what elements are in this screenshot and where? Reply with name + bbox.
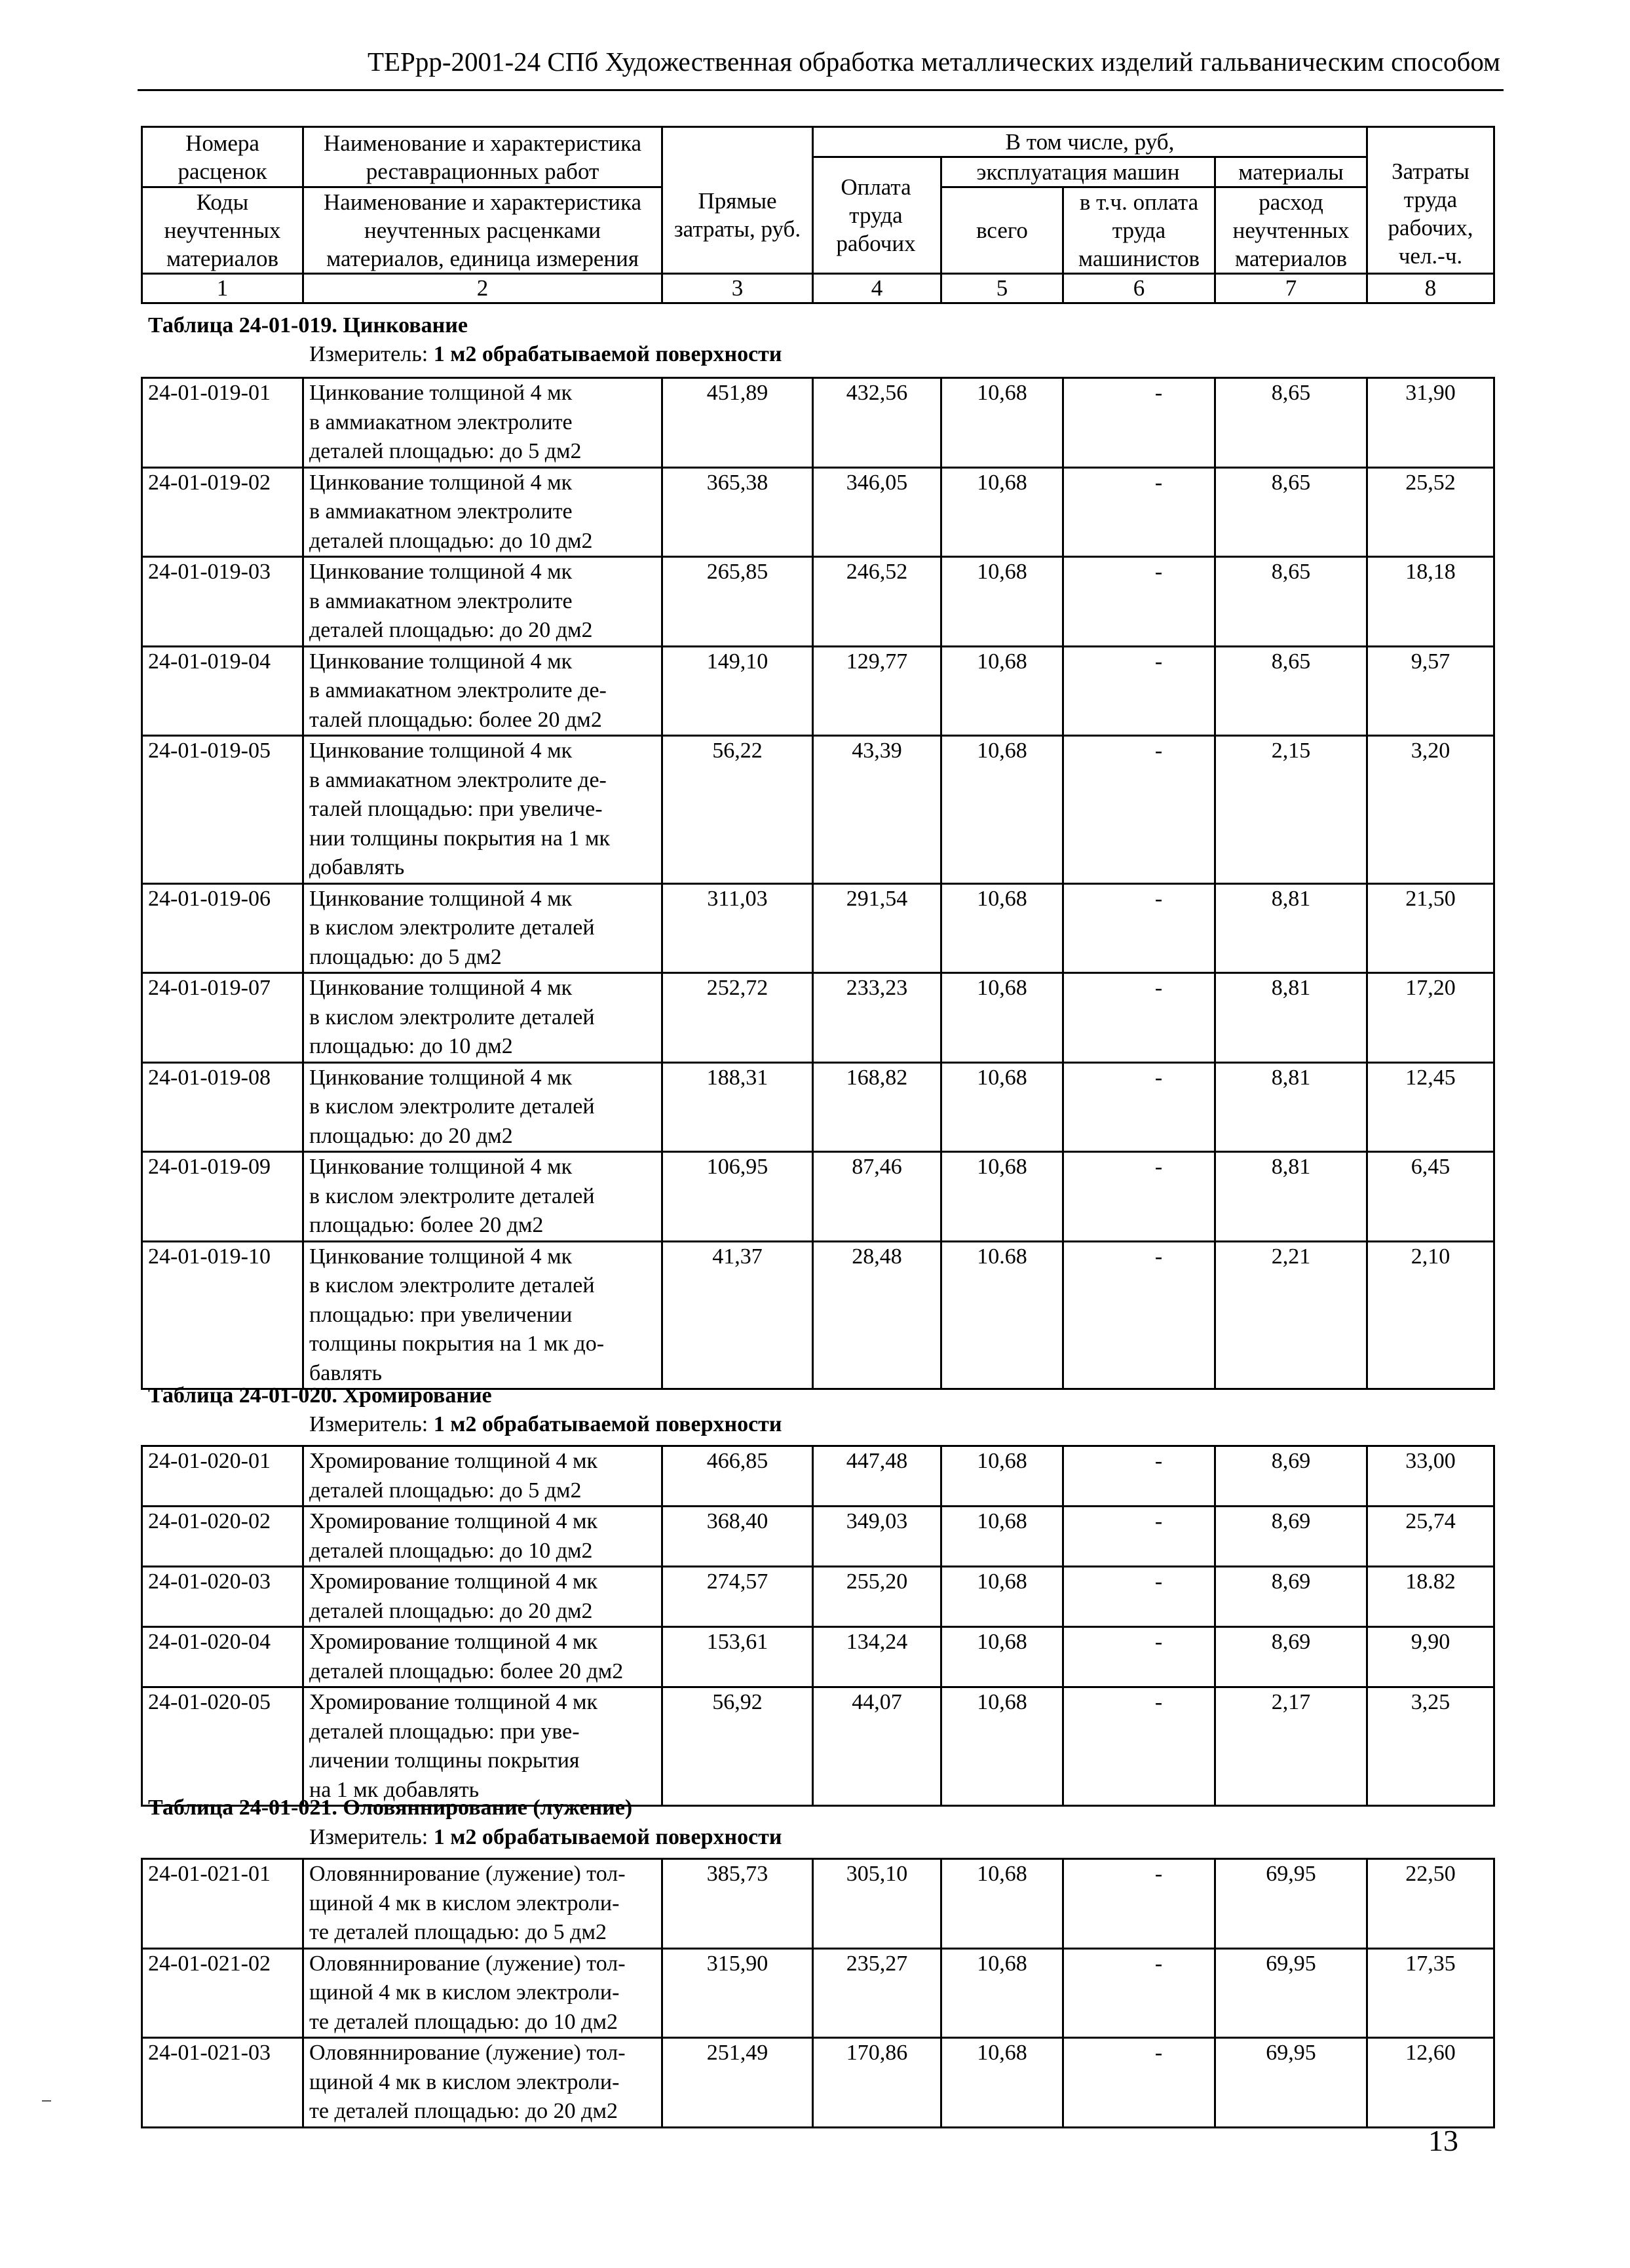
work-description — [303, 1859, 662, 1949]
rate-code: 24-01-019-02 — [142, 467, 303, 557]
rate-code: 24-01-021-03 — [142, 2038, 303, 2128]
labor-hours: 9,57 — [1367, 646, 1494, 736]
direct-costs: 41,37 — [662, 1241, 813, 1389]
meter-unit: 1 м2 обрабатываемой поверхности — [433, 342, 782, 366]
scan-mark — [42, 2100, 51, 2102]
labor-hours: 17,35 — [1367, 1948, 1494, 2038]
materials-cost: 8,65 — [1215, 557, 1367, 647]
description-line: Цинкование толщиной 4 мк — [309, 739, 573, 763]
machinists-pay: - — [1063, 2038, 1215, 2128]
section-title: Таблица 24-01-020. Хромирование — [148, 1383, 492, 1408]
work-description — [303, 1241, 662, 1389]
labor-pay: 447,48 — [813, 1446, 941, 1507]
machinists-pay: - — [1063, 1152, 1215, 1242]
machinists-pay: - — [1063, 1507, 1215, 1567]
materials-cost: 8,81 — [1215, 1152, 1367, 1242]
machines-total: 10,68 — [941, 973, 1063, 1063]
work-description — [303, 1152, 662, 1242]
work-description — [303, 467, 662, 557]
labor-pay: 44,07 — [813, 1687, 941, 1806]
description-line: бавлять — [309, 1360, 382, 1385]
labor-pay: 291,54 — [813, 883, 941, 973]
labor-pay: 134,24 — [813, 1627, 941, 1687]
work-description — [303, 1627, 662, 1687]
description-line: Цинкование толщиной 4 мк — [309, 381, 573, 405]
machines-total: 10,68 — [941, 736, 1063, 884]
direct-costs: 188,31 — [662, 1062, 813, 1152]
machines-total: 10,68 — [941, 1627, 1063, 1687]
table-row — [142, 2038, 1494, 2128]
header-col-number: 4 — [813, 274, 941, 303]
header-unaccounted-name: Наименование и характеристика неучтенных расценками материалов, единица измерения — [303, 187, 662, 274]
machines-total: 10,68 — [941, 1507, 1063, 1567]
machines-total: 10,68 — [941, 1948, 1063, 2038]
table-row — [142, 1152, 1494, 1242]
direct-costs: 466,85 — [662, 1446, 813, 1507]
description-line: площадью: до 10 дм2 — [309, 1034, 513, 1058]
description-line: площадью: до 5 дм2 — [309, 944, 502, 969]
work-description — [303, 557, 662, 647]
description-line: Цинкование толщиной 4 мк — [309, 470, 573, 495]
direct-costs: 365,38 — [662, 467, 813, 557]
rates-table — [141, 1858, 1495, 2128]
meter-unit: 1 м2 обрабатываемой поверхности — [433, 1825, 782, 1849]
meter-prefix: Измеритель: — [309, 1825, 434, 1849]
table-row — [142, 378, 1494, 468]
description-line: деталей площадью: до 10 дм2 — [309, 1538, 593, 1563]
materials-cost: 8,65 — [1215, 467, 1367, 557]
materials-cost: 8,69 — [1215, 1627, 1367, 1687]
header-rates-number: Номера расценок — [142, 127, 303, 187]
machines-total: 10,68 — [941, 1687, 1063, 1806]
section-title: Таблица 24-01-019. Цинкование — [148, 313, 468, 337]
description-line: Оловяннирование (лужение) тол- — [309, 2041, 626, 2065]
header-col-number: 7 — [1215, 274, 1367, 303]
description-line: талей площадью: при увеличе- — [309, 797, 603, 821]
description-line: щиной 4 мк в кислом электроли- — [309, 1980, 620, 2005]
labor-pay: 233,23 — [813, 973, 941, 1063]
table-row — [142, 1567, 1494, 1627]
labor-pay: 129,77 — [813, 646, 941, 736]
labor-pay: 87,46 — [813, 1152, 941, 1242]
work-description — [303, 973, 662, 1063]
direct-costs: 368,40 — [662, 1507, 813, 1567]
labor-pay: 349,03 — [813, 1507, 941, 1567]
description-line: нии толщины покрытия на 1 мк — [309, 826, 610, 851]
description-line: Цинкование толщиной 4 мк — [309, 1065, 573, 1090]
machines-total: 10,68 — [941, 1446, 1063, 1507]
rate-code: 24-01-019-04 — [142, 646, 303, 736]
section-meter — [309, 1412, 782, 1437]
description-line: площадью: при увеличении — [309, 1302, 573, 1327]
machinists-pay: - — [1063, 883, 1215, 973]
description-line: Цинкование толщиной 4 мк — [309, 1244, 573, 1269]
table-row — [142, 557, 1494, 647]
rate-code: 24-01-020-03 — [142, 1567, 303, 1627]
direct-costs: 385,73 — [662, 1859, 813, 1949]
materials-cost: 69,95 — [1215, 1859, 1367, 1949]
description-line: деталей площадью: более 20 дм2 — [309, 1659, 624, 1683]
machinists-pay: - — [1063, 1948, 1215, 2038]
work-description — [303, 1062, 662, 1152]
rate-code: 24-01-020-01 — [142, 1446, 303, 1507]
machines-total: 10,68 — [941, 883, 1063, 973]
header-rule — [138, 89, 1504, 91]
labor-pay: 235,27 — [813, 1948, 941, 2038]
rate-code: 24-01-019-03 — [142, 557, 303, 647]
work-description — [303, 883, 662, 973]
machinists-pay: - — [1063, 378, 1215, 468]
rates-table — [141, 1445, 1495, 1807]
table-row — [142, 1859, 1494, 1949]
machines-total: 10,68 — [941, 646, 1063, 736]
machinists-pay: - — [1063, 467, 1215, 557]
description-line: Оловяннирование (лужение) тол- — [309, 1951, 626, 1976]
direct-costs: 56,92 — [662, 1687, 813, 1806]
header-codes: Коды неучтенных материалов — [142, 187, 303, 274]
rate-code: 24-01-019-08 — [142, 1062, 303, 1152]
work-description — [303, 1446, 662, 1507]
materials-cost: 2,17 — [1215, 1687, 1367, 1806]
rates-table — [141, 377, 1495, 1390]
description-line: в кислом электролите деталей — [309, 1094, 595, 1119]
labor-hours: 18.82 — [1367, 1567, 1494, 1627]
rate-code: 24-01-020-04 — [142, 1627, 303, 1687]
header-machinists-pay: в т.ч. оплата труда машинистов — [1063, 187, 1215, 274]
materials-cost: 2,15 — [1215, 736, 1367, 884]
labor-pay: 255,20 — [813, 1567, 941, 1627]
materials-cost: 8,81 — [1215, 973, 1367, 1063]
direct-costs: 315,90 — [662, 1948, 813, 2038]
page-header: ТЕРрр-2001-24 СПб Художественная обработка металлических изделий гальваническим способом — [367, 47, 1500, 77]
work-description — [303, 646, 662, 736]
header-col-number: 6 — [1063, 274, 1215, 303]
table-row — [142, 1241, 1494, 1389]
labor-hours: 12,45 — [1367, 1062, 1494, 1152]
description-line: деталей площадью: до 5 дм2 — [309, 1478, 582, 1503]
labor-hours: 25,52 — [1367, 467, 1494, 557]
labor-hours: 21,50 — [1367, 883, 1494, 973]
labor-hours: 22,50 — [1367, 1859, 1494, 1949]
table-row — [142, 1627, 1494, 1687]
labor-pay: 43,39 — [813, 736, 941, 884]
header-col-number: 8 — [1367, 274, 1494, 303]
description-line: щиной 4 мк в кислом электроли- — [309, 1891, 620, 1915]
description-line: те деталей площадью: до 5 дм2 — [309, 1920, 607, 1944]
description-line: Хромирование толщиной 4 мк — [309, 1569, 598, 1594]
table-row — [142, 467, 1494, 557]
labor-hours: 12,60 — [1367, 2038, 1494, 2128]
work-description — [303, 1567, 662, 1627]
section-title: Таблица 24-01-021. Оловяннирование (лужение) — [148, 1796, 633, 1820]
header-col-number: 5 — [941, 274, 1063, 303]
header-col-number: 1 — [142, 274, 303, 303]
description-line: площадью: до 20 дм2 — [309, 1123, 513, 1148]
machinists-pay: - — [1063, 1446, 1215, 1507]
header-direct-costs-top — [662, 127, 813, 157]
description-line: деталей площадью: до 20 дм2 — [309, 1598, 593, 1623]
description-line: Цинкование толщиной 4 мк — [309, 886, 573, 911]
direct-costs: 106,95 — [662, 1152, 813, 1242]
machines-total: 10,68 — [941, 557, 1063, 647]
work-description — [303, 378, 662, 468]
table-row — [142, 883, 1494, 973]
machinists-pay: - — [1063, 736, 1215, 884]
description-line: толщины покрытия на 1 мк до- — [309, 1332, 605, 1356]
labor-hours: 33,00 — [1367, 1446, 1494, 1507]
machines-total: 10,68 — [941, 467, 1063, 557]
table-row — [142, 1507, 1494, 1567]
rate-code: 24-01-021-01 — [142, 1859, 303, 1949]
machines-total: 10,68 — [941, 1062, 1063, 1152]
description-line: на 1 мк добавлять — [309, 1777, 480, 1802]
labor-hours: 18,18 — [1367, 557, 1494, 647]
direct-costs: 252,72 — [662, 973, 813, 1063]
rate-code: 24-01-019-07 — [142, 973, 303, 1063]
work-description — [303, 2038, 662, 2128]
labor-hours: 25,74 — [1367, 1507, 1494, 1567]
labor-hours: 9,90 — [1367, 1627, 1494, 1687]
meter-unit: 1 м2 обрабатываемой поверхности — [433, 1412, 782, 1436]
header-machines: эксплуатация машин — [941, 157, 1215, 187]
direct-costs: 56,22 — [662, 736, 813, 884]
description-line: Цинкование толщиной 4 мк — [309, 560, 573, 584]
labor-hours: 2,10 — [1367, 1241, 1494, 1389]
description-line: в аммиакатном электролите — [309, 588, 573, 613]
machines-total: 10,68 — [941, 1152, 1063, 1242]
rate-code: 24-01-019-10 — [142, 1241, 303, 1389]
direct-costs: 311,03 — [662, 883, 813, 973]
header-labor-pay: Оплата труда рабочих — [836, 174, 916, 256]
materials-cost: 8,69 — [1215, 1507, 1367, 1567]
machinists-pay: - — [1063, 557, 1215, 647]
description-line: добавлять — [309, 855, 405, 879]
description-line: деталей площадью: до 5 дм2 — [309, 439, 582, 463]
rate-code: 24-01-021-02 — [142, 1948, 303, 2038]
description-line: Хромирование толщиной 4 мк — [309, 1449, 598, 1473]
work-description — [303, 736, 662, 884]
description-line: Хромирование толщиной 4 мк — [309, 1630, 598, 1654]
direct-costs: 149,10 — [662, 646, 813, 736]
machines-total: 10,68 — [941, 2038, 1063, 2128]
labor-pay: 170,86 — [813, 2038, 941, 2128]
header-col-number: 3 — [662, 274, 813, 303]
machinists-pay: - — [1063, 1241, 1215, 1389]
header-work-name: Наименование и характеристика реставрационных работ — [303, 127, 662, 187]
table-row — [142, 973, 1494, 1063]
materials-cost: 69,95 — [1215, 2038, 1367, 2128]
description-line: деталей площадью: до 10 дм2 — [309, 528, 593, 553]
table-row — [142, 736, 1494, 884]
rate-code: 24-01-019-01 — [142, 378, 303, 468]
labor-pay: 305,10 — [813, 1859, 941, 1949]
labor-hours: 31,90 — [1367, 378, 1494, 468]
header-machines-total: всего — [941, 187, 1063, 274]
rate-code: 24-01-020-02 — [142, 1507, 303, 1567]
machinists-pay: - — [1063, 1687, 1215, 1806]
description-line: деталей площадью: при уве- — [309, 1719, 580, 1744]
description-line: личении толщины покрытия — [309, 1748, 580, 1773]
table-row — [142, 1948, 1494, 2038]
description-line: в кислом электролите деталей — [309, 1273, 595, 1297]
materials-cost: 2,21 — [1215, 1241, 1367, 1389]
description-line: Хромирование толщиной 4 мк — [309, 1509, 598, 1533]
description-line: Оловяннирование (лужение) тол- — [309, 1862, 626, 1886]
description-line: деталей площадью: до 20 дм2 — [309, 618, 593, 642]
labor-pay: 346,05 — [813, 467, 941, 557]
direct-costs: 451,89 — [662, 378, 813, 468]
description-line: те деталей площадью: до 10 дм2 — [309, 2009, 618, 2034]
description-line: в кислом электролите деталей — [309, 915, 595, 940]
machinists-pay: - — [1063, 1062, 1215, 1152]
labor-hours: 6,45 — [1367, 1152, 1494, 1242]
machinists-pay: - — [1063, 1567, 1215, 1627]
labor-pay: 246,52 — [813, 557, 941, 647]
description-line: в аммиакатном электролите — [309, 499, 573, 524]
description-line: Цинкование толщиной 4 мк — [309, 649, 573, 674]
rate-code: 24-01-019-06 — [142, 883, 303, 973]
machines-total: 10,68 — [941, 378, 1063, 468]
header-materials-unaccounted: расход неучтенных материалов — [1215, 187, 1367, 274]
materials-cost: 8,81 — [1215, 883, 1367, 973]
materials-cost: 8,81 — [1215, 1062, 1367, 1152]
materials-cost: 8,69 — [1215, 1567, 1367, 1627]
description-line: в кислом электролите деталей — [309, 1183, 595, 1208]
work-description — [303, 1507, 662, 1567]
table-row — [142, 646, 1494, 736]
machines-total: 10,68 — [941, 1567, 1063, 1627]
description-line: Цинкование толщиной 4 мк — [309, 1155, 573, 1179]
labor-pay: 432,56 — [813, 378, 941, 468]
meter-prefix: Измеритель: — [309, 342, 434, 366]
direct-costs: 274,57 — [662, 1567, 813, 1627]
description-line: в кислом электролите деталей — [309, 1005, 595, 1029]
description-line: Цинкование толщиной 4 мк — [309, 976, 573, 1000]
table-row — [142, 1687, 1494, 1806]
labor-hours: 17,20 — [1367, 973, 1494, 1063]
section-meter — [309, 1825, 782, 1850]
meter-prefix: Измеритель: — [309, 1412, 434, 1436]
machinists-pay: - — [1063, 1859, 1215, 1949]
header-materials: материалы — [1215, 157, 1367, 187]
labor-hours: 3,25 — [1367, 1687, 1494, 1806]
section-meter — [309, 342, 782, 367]
machinists-pay: - — [1063, 1627, 1215, 1687]
materials-cost: 8,69 — [1215, 1446, 1367, 1507]
rate-code: 24-01-019-05 — [142, 736, 303, 884]
labor-pay: 168,82 — [813, 1062, 941, 1152]
labor-pay: 28,48 — [813, 1241, 941, 1389]
rate-code: 24-01-019-09 — [142, 1152, 303, 1242]
materials-cost: 69,95 — [1215, 1948, 1367, 2038]
machinists-pay: - — [1063, 646, 1215, 736]
table-row — [142, 1062, 1494, 1152]
materials-cost: 8,65 — [1215, 646, 1367, 736]
direct-costs: 153,61 — [662, 1627, 813, 1687]
direct-costs: 265,85 — [662, 557, 813, 647]
work-description — [303, 1687, 662, 1806]
direct-costs: 251,49 — [662, 2038, 813, 2128]
header-including: В том числе, руб, — [813, 127, 1367, 157]
description-line: Хромирование толщиной 4 мк — [309, 1690, 598, 1714]
labor-hours: 3,20 — [1367, 736, 1494, 884]
description-line: талей площадью: более 20 дм2 — [309, 707, 602, 732]
machines-total: 10,68 — [941, 1859, 1063, 1949]
description-line: в аммиакатном электролите де- — [309, 678, 607, 702]
description-line: в аммиакатном электролите де- — [309, 767, 607, 792]
materials-cost: 8,65 — [1215, 378, 1367, 468]
description-line: те деталей площадью: до 20 дм2 — [309, 2099, 618, 2123]
machines-total: 10.68 — [941, 1241, 1063, 1389]
description-line: щиной 4 мк в кислом электроли- — [309, 2069, 620, 2094]
rate-code: 24-01-020-05 — [142, 1687, 303, 1806]
description-line: площадью: более 20 дм2 — [309, 1213, 544, 1237]
header-direct-costs: Прямые затраты, руб. — [662, 157, 813, 274]
description-line: в аммиакатном электролите — [309, 410, 573, 434]
table-row — [142, 1446, 1494, 1507]
machinists-pay: - — [1063, 973, 1215, 1063]
header-labor-costs: Затраты труда рабочих, чел.-ч. — [1367, 157, 1494, 274]
header-labor-costs-top — [1367, 127, 1494, 157]
work-description — [303, 1948, 662, 2038]
page-number: 13 — [1428, 2124, 1458, 2157]
header-col-number: 2 — [303, 274, 662, 303]
